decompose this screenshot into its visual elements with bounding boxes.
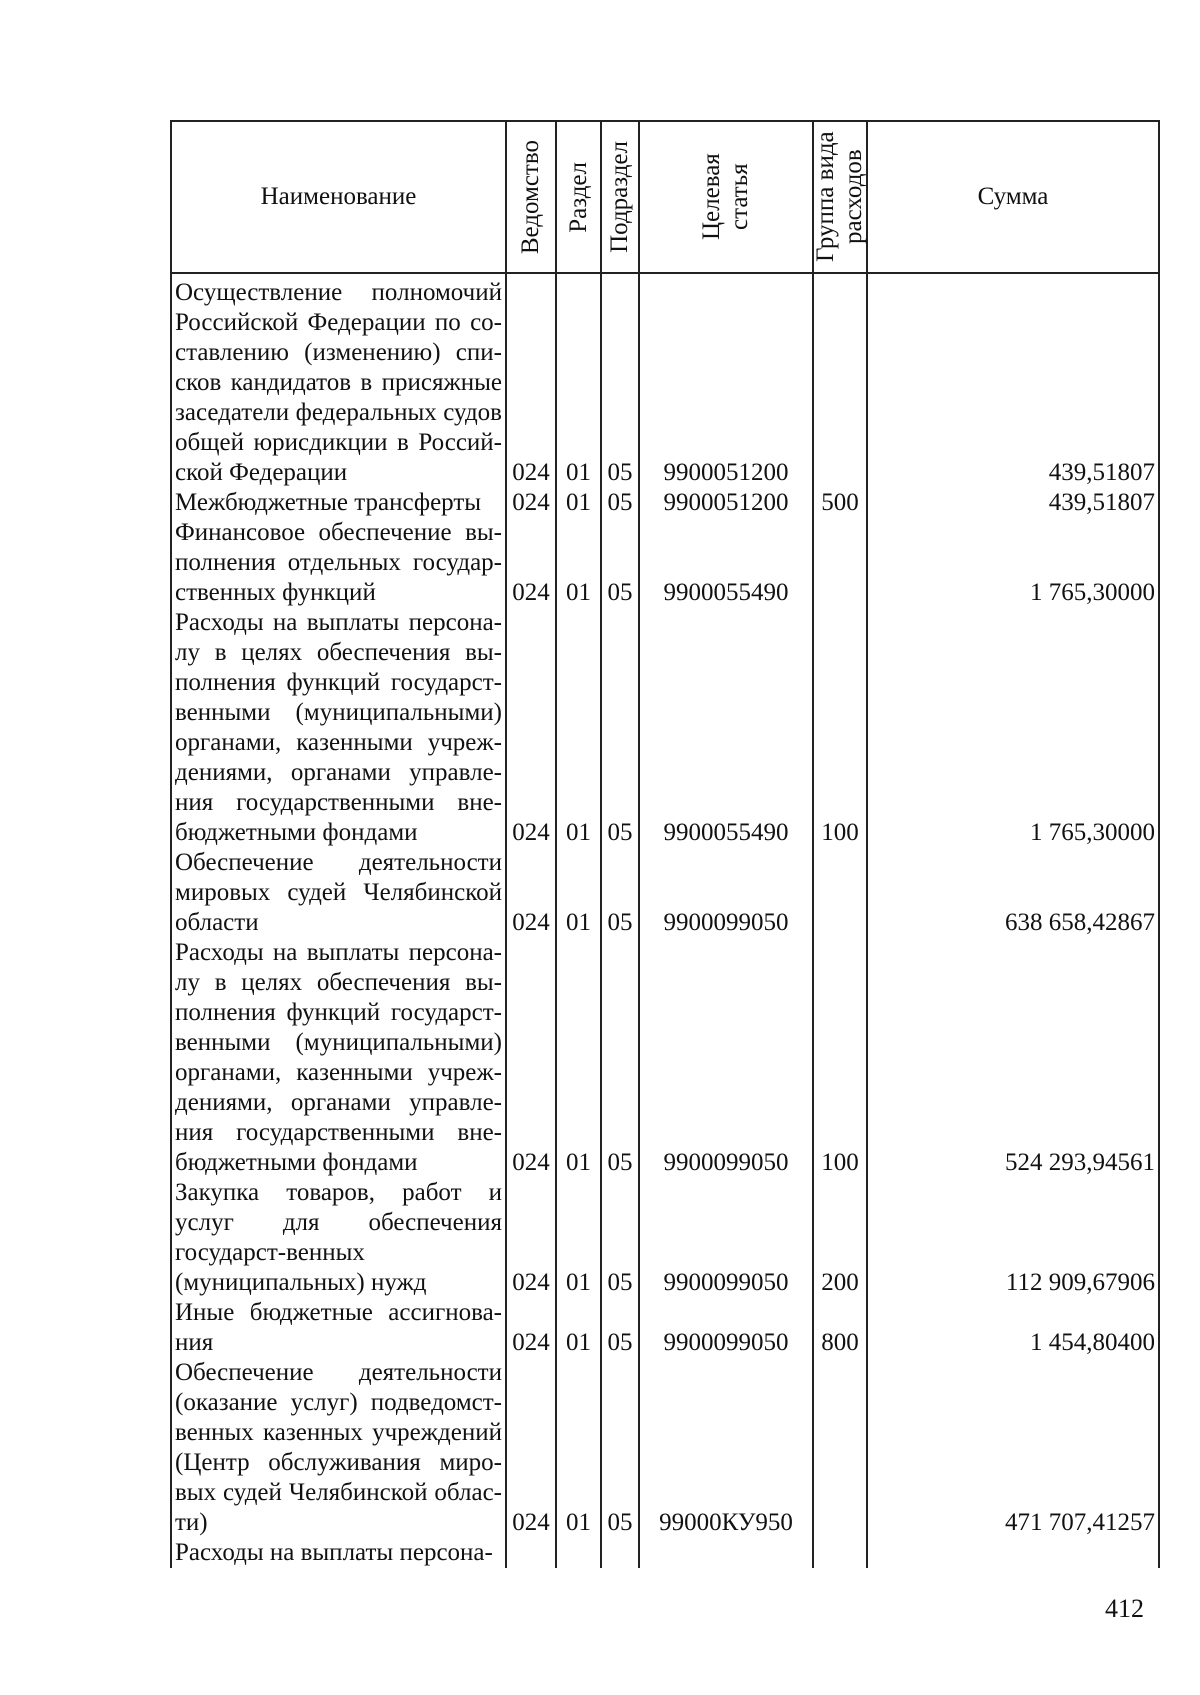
cell-subsection: 05 xyxy=(601,518,639,608)
cell-subsection xyxy=(601,1538,639,1568)
cell-name: Межбюджетные трансферты xyxy=(171,488,506,518)
cell-name: Обеспечение деятельности мировых судей Челябинской области xyxy=(171,848,506,938)
cell-expense-group xyxy=(813,1358,867,1538)
header-department: Ведомство xyxy=(506,121,556,273)
cell-department xyxy=(506,1538,556,1568)
header-amount: Сумма xyxy=(867,121,1159,273)
budget-table xyxy=(170,120,1160,1568)
cell-subsection: 05 xyxy=(601,488,639,518)
cell-target-article: 9900055490 xyxy=(639,518,813,608)
cell-section: 01 xyxy=(556,1298,601,1358)
cell-department: 024 xyxy=(506,518,556,608)
cell-expense-group: 800 xyxy=(813,1298,867,1358)
page-number: 412 xyxy=(1105,1594,1144,1623)
cell-department: 024 xyxy=(506,488,556,518)
cell-target-article: 9900055490 xyxy=(639,608,813,848)
cell-expense-group xyxy=(813,518,867,608)
cell-expense-group xyxy=(813,273,867,488)
cell-amount: 471 707,41257 xyxy=(867,1358,1159,1538)
cell-expense-group xyxy=(813,848,867,938)
cell-name: Расходы на выплаты персона-лу в целях обеспечения вы-полнения функций государст-венными (муниципальными) органами, казенными учреж-дениями, органами управле-ния государственными вне-бюджетными фондами xyxy=(171,938,506,1178)
cell-amount: 638 658,42867 xyxy=(867,848,1159,938)
cell-subsection: 05 xyxy=(601,1298,639,1358)
cell-section xyxy=(556,1538,601,1568)
cell-target-article: 9900099050 xyxy=(639,1178,813,1298)
cell-target-article xyxy=(639,1538,813,1568)
cell-name: Обеспечение деятельности (оказание услуг) подведомст-венных казенных учреждений (Центр обслуживания миро-вых судей Челябинской облас-ти) xyxy=(171,1358,506,1538)
cell-name: Закупка товаров, работ и услуг для обеспечения государст-венных (муниципальных) нужд xyxy=(171,1178,506,1298)
table-row xyxy=(171,273,1159,488)
cell-subsection: 05 xyxy=(601,848,639,938)
cell-amount: 1 765,30000 xyxy=(867,518,1159,608)
cell-department: 024 xyxy=(506,1178,556,1298)
cell-expense-group: 100 xyxy=(813,608,867,848)
table-row xyxy=(171,938,1159,1178)
table-row xyxy=(171,608,1159,848)
cell-expense-group: 200 xyxy=(813,1178,867,1298)
cell-target-article: 9900051200 xyxy=(639,488,813,518)
cell-department: 024 xyxy=(506,938,556,1178)
header-expense-group: Группа вида расходов xyxy=(813,121,867,273)
cell-subsection: 05 xyxy=(601,273,639,488)
table-row xyxy=(171,1178,1159,1298)
cell-department: 024 xyxy=(506,1298,556,1358)
cell-expense-group xyxy=(813,1538,867,1568)
cell-target-article: 9900099050 xyxy=(639,938,813,1178)
cell-target-article: 9900051200 xyxy=(639,273,813,488)
cell-amount: 439,51807 xyxy=(867,488,1159,518)
cell-section: 01 xyxy=(556,273,601,488)
table-row xyxy=(171,848,1159,938)
table-row xyxy=(171,1298,1159,1358)
cell-department: 024 xyxy=(506,1358,556,1538)
cell-target-article: 99000КУ950 xyxy=(639,1358,813,1538)
table-row xyxy=(171,1358,1159,1538)
cell-amount xyxy=(867,1538,1159,1568)
cell-subsection: 05 xyxy=(601,938,639,1178)
cell-name: Осуществление полномочий Российской Федерации по со-ставлению (изменению) спи-сков кандидатов в присяжные заседатели федеральных судов общей юрисдикции в Россий-ской Федерации xyxy=(171,273,506,488)
table-row xyxy=(171,1538,1159,1568)
cell-amount: 524 293,94561 xyxy=(867,938,1159,1178)
cell-expense-group: 100 xyxy=(813,938,867,1178)
cell-subsection: 05 xyxy=(601,1358,639,1538)
cell-section: 01 xyxy=(556,488,601,518)
cell-subsection: 05 xyxy=(601,608,639,848)
header-subsection: Подраздел xyxy=(601,121,639,273)
table-row xyxy=(171,488,1159,518)
cell-amount: 439,51807 xyxy=(867,273,1159,488)
cell-department: 024 xyxy=(506,273,556,488)
cell-section: 01 xyxy=(556,848,601,938)
header-target-article: Целевая статья xyxy=(639,121,813,273)
cell-department: 024 xyxy=(506,608,556,848)
cell-target-article: 9900099050 xyxy=(639,1298,813,1358)
header-section: Раздел xyxy=(556,121,601,273)
cell-subsection: 05 xyxy=(601,1178,639,1298)
cell-amount: 112 909,67906 xyxy=(867,1178,1159,1298)
cell-amount: 1 765,30000 xyxy=(867,608,1159,848)
cell-section: 01 xyxy=(556,938,601,1178)
cell-section: 01 xyxy=(556,608,601,848)
cell-amount: 1 454,80400 xyxy=(867,1298,1159,1358)
cell-section: 01 xyxy=(556,518,601,608)
cell-name: Финансовое обеспечение вы-полнения отдельных государ-ственных функций xyxy=(171,518,506,608)
cell-name: Иные бюджетные ассигнова-ния xyxy=(171,1298,506,1358)
header-row xyxy=(171,121,1159,273)
cell-department: 024 xyxy=(506,848,556,938)
header-name: Наименование xyxy=(171,121,506,273)
cell-name: Расходы на выплаты персона- xyxy=(171,1538,506,1568)
table-body xyxy=(171,273,1159,1568)
cell-section: 01 xyxy=(556,1178,601,1298)
cell-target-article: 9900099050 xyxy=(639,848,813,938)
table-row xyxy=(171,518,1159,608)
cell-section: 01 xyxy=(556,1358,601,1538)
cell-name: Расходы на выплаты персона-лу в целях обеспечения вы-полнения функций государст-венными (муниципальными) органами, казенными учреж-дениями, органами управле-ния государственными вне-бюджетными фондами xyxy=(171,608,506,848)
cell-expense-group: 500 xyxy=(813,488,867,518)
